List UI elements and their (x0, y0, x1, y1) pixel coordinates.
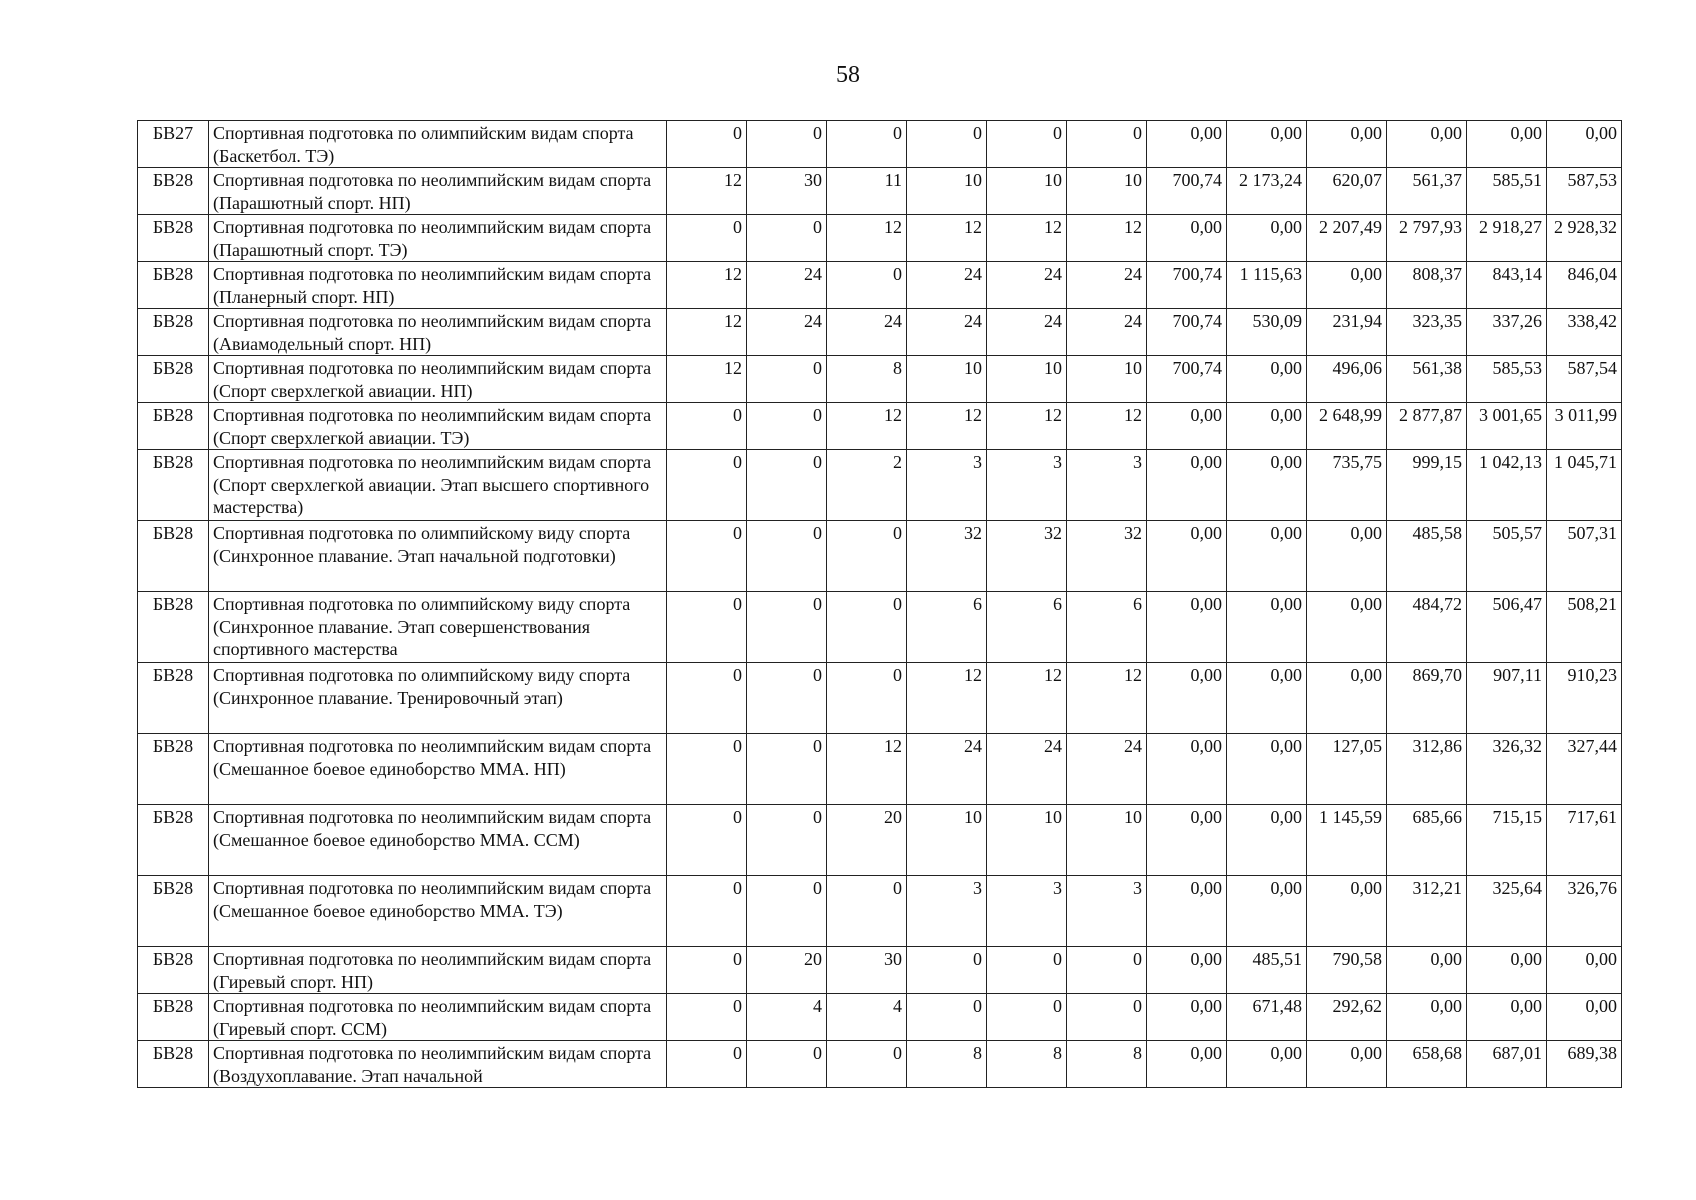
row-value: 2 648,99 (1307, 403, 1387, 450)
row-value: 12 (987, 215, 1067, 262)
row-value: 10 (987, 805, 1067, 876)
row-value: 10 (1067, 168, 1147, 215)
row-value: 24 (907, 734, 987, 805)
row-value: 0,00 (1147, 450, 1227, 521)
row-value: 0 (987, 994, 1067, 1041)
row-description: Спортивная подготовка по олимпийскому виду спорта (Синхронное плавание. Этап начальной подготовки) (209, 521, 667, 592)
row-value: 12 (907, 663, 987, 734)
row-value: 485,58 (1387, 521, 1467, 592)
row-value: 0 (907, 994, 987, 1041)
row-value: 10 (987, 168, 1067, 215)
row-code: БВ28 (138, 262, 209, 309)
row-description: Спортивная подготовка по неолимпийским видам спорта (Смешанное боевое единоборство ММА. ТЭ) (209, 876, 667, 947)
row-value: 24 (907, 309, 987, 356)
row-value: 0,00 (1147, 215, 1227, 262)
row-value: 323,35 (1387, 309, 1467, 356)
row-value: 0 (747, 805, 827, 876)
row-value: 0,00 (1227, 450, 1307, 521)
row-value: 0,00 (1147, 947, 1227, 994)
row-value: 0 (827, 521, 907, 592)
row-value: 32 (907, 521, 987, 592)
row-value: 12 (827, 734, 907, 805)
row-value: 2 918,27 (1467, 215, 1547, 262)
row-value: 2 928,32 (1547, 215, 1622, 262)
row-value: 20 (747, 947, 827, 994)
row-value: 869,70 (1387, 663, 1467, 734)
row-description: Спортивная подготовка по олимпийскому виду спорта (Синхронное плавание. Этап совершенствования спортивного мастерства (209, 592, 667, 663)
row-value: 0 (827, 876, 907, 947)
row-value: 30 (827, 947, 907, 994)
row-value: 8 (907, 1041, 987, 1088)
row-value: 506,47 (1467, 592, 1547, 663)
row-value: 0 (747, 521, 827, 592)
row-value: 4 (747, 994, 827, 1041)
row-code: БВ28 (138, 592, 209, 663)
row-value: 0 (827, 663, 907, 734)
row-value: 0 (987, 121, 1067, 168)
row-value: 0,00 (1467, 994, 1547, 1041)
row-value: 3 (987, 876, 1067, 947)
row-value: 0,00 (1227, 215, 1307, 262)
row-code: БВ28 (138, 663, 209, 734)
row-value: 10 (907, 168, 987, 215)
row-value: 326,76 (1547, 876, 1622, 947)
row-value: 0,00 (1387, 121, 1467, 168)
row-description: Спортивная подготовка по неолимпийским видам спорта (Гиревый спорт. НП) (209, 947, 667, 994)
table-row (138, 403, 1622, 450)
table-row (138, 805, 1622, 876)
table-body (138, 121, 1622, 1088)
row-value: 327,44 (1547, 734, 1622, 805)
row-value: 12 (827, 215, 907, 262)
table-row (138, 1041, 1622, 1088)
row-value: 0,00 (1227, 1041, 1307, 1088)
row-value: 0,00 (1227, 592, 1307, 663)
row-value: 0 (747, 876, 827, 947)
row-value: 12 (987, 663, 1067, 734)
row-value: 0,00 (1547, 947, 1622, 994)
row-value: 0,00 (1227, 734, 1307, 805)
row-value: 687,01 (1467, 1041, 1547, 1088)
row-value: 12 (987, 403, 1067, 450)
row-value: 8 (827, 356, 907, 403)
row-code: БВ27 (138, 121, 209, 168)
row-value: 292,62 (1307, 994, 1387, 1041)
row-value: 658,68 (1387, 1041, 1467, 1088)
row-value: 12 (1067, 663, 1147, 734)
row-description: Спортивная подготовка по олимпийским видам спорта (Баскетбол. ТЭ) (209, 121, 667, 168)
row-value: 12 (667, 262, 747, 309)
row-description: Спортивная подготовка по олимпийскому виду спорта (Синхронное плавание. Тренировочный этап) (209, 663, 667, 734)
row-value: 0,00 (1467, 947, 1547, 994)
row-value: 0 (747, 121, 827, 168)
row-value: 0,00 (1227, 356, 1307, 403)
row-value: 0 (747, 1041, 827, 1088)
table-row (138, 121, 1622, 168)
row-value: 0 (747, 403, 827, 450)
row-value: 0,00 (1147, 592, 1227, 663)
row-value: 2 173,24 (1227, 168, 1307, 215)
row-value: 0 (1067, 994, 1147, 1041)
row-code: БВ28 (138, 450, 209, 521)
table-row (138, 168, 1622, 215)
row-code: БВ28 (138, 215, 209, 262)
table-row (138, 356, 1622, 403)
row-value: 0,00 (1467, 121, 1547, 168)
row-value: 32 (987, 521, 1067, 592)
row-value: 0,00 (1387, 994, 1467, 1041)
row-value: 24 (747, 309, 827, 356)
row-value: 0,00 (1387, 947, 1467, 994)
row-value: 8 (1067, 1041, 1147, 1088)
row-value: 0,00 (1227, 805, 1307, 876)
row-value: 231,94 (1307, 309, 1387, 356)
row-value: 0 (667, 592, 747, 663)
row-value: 620,07 (1307, 168, 1387, 215)
row-value: 0,00 (1147, 1041, 1227, 1088)
row-code: БВ28 (138, 994, 209, 1041)
row-value: 11 (827, 168, 907, 215)
row-value: 907,11 (1467, 663, 1547, 734)
row-code: БВ28 (138, 356, 209, 403)
row-value: 1 042,13 (1467, 450, 1547, 521)
row-value: 0,00 (1307, 592, 1387, 663)
row-value: 0 (907, 121, 987, 168)
row-value: 32 (1067, 521, 1147, 592)
row-value: 484,72 (1387, 592, 1467, 663)
row-description: Спортивная подготовка по неолимпийским видам спорта (Планерный спорт. НП) (209, 262, 667, 309)
table-row (138, 309, 1622, 356)
table-row (138, 450, 1622, 521)
row-value: 0 (667, 947, 747, 994)
row-value: 0 (667, 215, 747, 262)
row-value: 508,21 (1547, 592, 1622, 663)
row-value: 338,42 (1547, 309, 1622, 356)
row-value: 585,51 (1467, 168, 1547, 215)
row-value: 0,00 (1227, 876, 1307, 947)
table-row (138, 663, 1622, 734)
row-description: Спортивная подготовка по неолимпийским видам спорта (Спорт сверхлегкой авиации. Этап высшего спортивного мастерства) (209, 450, 667, 521)
row-value: 0 (747, 450, 827, 521)
row-value: 6 (907, 592, 987, 663)
row-value: 3 (1067, 450, 1147, 521)
row-value: 2 797,93 (1387, 215, 1467, 262)
row-value: 10 (1067, 356, 1147, 403)
row-value: 0 (667, 1041, 747, 1088)
row-code: БВ28 (138, 168, 209, 215)
row-value: 6 (987, 592, 1067, 663)
row-value: 0,00 (1147, 121, 1227, 168)
row-description: Спортивная подготовка по неолимпийским видам спорта (Парашютный спорт. НП) (209, 168, 667, 215)
row-value: 24 (907, 262, 987, 309)
row-value: 3 001,65 (1467, 403, 1547, 450)
row-value: 1 045,71 (1547, 450, 1622, 521)
table-row (138, 994, 1622, 1041)
row-value: 587,53 (1547, 168, 1622, 215)
row-description: Спортивная подготовка по неолимпийским видам спорта (Спорт сверхлегкой авиации. НП) (209, 356, 667, 403)
row-value: 700,74 (1147, 356, 1227, 403)
row-value: 24 (827, 309, 907, 356)
row-description: Спортивная подготовка по неолимпийским видам спорта (Авиамодельный спорт. НП) (209, 309, 667, 356)
row-value: 735,75 (1307, 450, 1387, 521)
row-value: 0,00 (1227, 663, 1307, 734)
row-value: 10 (1067, 805, 1147, 876)
row-code: БВ28 (138, 521, 209, 592)
row-value: 561,38 (1387, 356, 1467, 403)
budget-table (137, 120, 1622, 1088)
row-value: 1 145,59 (1307, 805, 1387, 876)
row-value: 0 (747, 734, 827, 805)
row-value: 717,61 (1547, 805, 1622, 876)
row-value: 0 (827, 262, 907, 309)
row-value: 0,00 (1307, 521, 1387, 592)
row-value: 0 (827, 592, 907, 663)
row-value: 3 (987, 450, 1067, 521)
row-value: 24 (987, 734, 1067, 805)
row-value: 8 (987, 1041, 1067, 1088)
table-row (138, 947, 1622, 994)
row-value: 24 (1067, 309, 1147, 356)
table-row (138, 876, 1622, 947)
row-value: 700,74 (1147, 168, 1227, 215)
row-value: 2 877,87 (1387, 403, 1467, 450)
row-value: 0,00 (1147, 734, 1227, 805)
row-value: 790,58 (1307, 947, 1387, 994)
row-value: 0,00 (1307, 262, 1387, 309)
row-value: 910,23 (1547, 663, 1622, 734)
row-value: 20 (827, 805, 907, 876)
row-value: 12 (907, 403, 987, 450)
row-value: 0 (667, 994, 747, 1041)
row-value: 0,00 (1147, 403, 1227, 450)
row-value: 0,00 (1227, 403, 1307, 450)
row-value: 24 (1067, 262, 1147, 309)
row-value: 585,53 (1467, 356, 1547, 403)
row-value: 0 (987, 947, 1067, 994)
row-value: 3 (1067, 876, 1147, 947)
row-value: 10 (987, 356, 1067, 403)
row-value: 715,15 (1467, 805, 1547, 876)
row-value: 0,00 (1307, 121, 1387, 168)
row-code: БВ28 (138, 734, 209, 805)
row-code: БВ28 (138, 403, 209, 450)
row-value: 685,66 (1387, 805, 1467, 876)
row-value: 0,00 (1147, 663, 1227, 734)
row-value: 0,00 (1547, 994, 1622, 1041)
table-row (138, 734, 1622, 805)
row-value: 505,57 (1467, 521, 1547, 592)
row-value: 0,00 (1307, 876, 1387, 947)
table-row (138, 592, 1622, 663)
row-value: 0,00 (1307, 663, 1387, 734)
row-value: 0,00 (1227, 121, 1307, 168)
row-value: 0 (1067, 121, 1147, 168)
row-value: 10 (907, 356, 987, 403)
row-value: 12 (1067, 215, 1147, 262)
row-value: 24 (987, 309, 1067, 356)
row-code: БВ28 (138, 805, 209, 876)
row-value: 0 (1067, 947, 1147, 994)
row-value: 10 (907, 805, 987, 876)
row-description: Спортивная подготовка по неолимпийским видам спорта (Смешанное боевое единоборство ММА. НП) (209, 734, 667, 805)
row-code: БВ28 (138, 309, 209, 356)
row-value: 0,00 (1147, 876, 1227, 947)
row-value: 507,31 (1547, 521, 1622, 592)
row-description: Спортивная подготовка по неолимпийским видам спорта (Гиревый спорт. ССМ) (209, 994, 667, 1041)
row-value: 0 (827, 121, 907, 168)
row-value: 6 (1067, 592, 1147, 663)
row-value: 12 (827, 403, 907, 450)
row-value: 530,09 (1227, 309, 1307, 356)
row-value: 4 (827, 994, 907, 1041)
row-value: 0 (667, 805, 747, 876)
row-value: 24 (1067, 734, 1147, 805)
row-value: 1 115,63 (1227, 262, 1307, 309)
row-value: 0,00 (1147, 805, 1227, 876)
row-value: 0 (667, 403, 747, 450)
row-value: 561,37 (1387, 168, 1467, 215)
row-value: 24 (747, 262, 827, 309)
row-value: 0 (747, 215, 827, 262)
row-value: 12 (667, 309, 747, 356)
row-value: 0,00 (1147, 994, 1227, 1041)
row-value: 30 (747, 168, 827, 215)
row-value: 485,51 (1227, 947, 1307, 994)
row-value: 808,37 (1387, 262, 1467, 309)
row-value: 12 (1067, 403, 1147, 450)
row-value: 0,00 (1307, 1041, 1387, 1088)
row-value: 12 (907, 215, 987, 262)
row-value: 2 207,49 (1307, 215, 1387, 262)
row-value: 689,38 (1547, 1041, 1622, 1088)
row-value: 3 (907, 876, 987, 947)
row-value: 0 (907, 947, 987, 994)
row-value: 312,86 (1387, 734, 1467, 805)
row-value: 587,54 (1547, 356, 1622, 403)
row-value: 671,48 (1227, 994, 1307, 1041)
row-value: 326,32 (1467, 734, 1547, 805)
row-value: 843,14 (1467, 262, 1547, 309)
row-value: 700,74 (1147, 309, 1227, 356)
row-description: Спортивная подготовка по неолимпийским видам спорта (Спорт сверхлегкой авиации. ТЭ) (209, 403, 667, 450)
row-value: 24 (987, 262, 1067, 309)
row-value: 0 (667, 450, 747, 521)
row-description: Спортивная подготовка по неолимпийским видам спорта (Парашютный спорт. ТЭ) (209, 215, 667, 262)
row-value: 2 (827, 450, 907, 521)
row-value: 0,00 (1147, 521, 1227, 592)
row-description: Спортивная подготовка по неолимпийским видам спорта (Воздухоплавание. Этап начальной (209, 1041, 667, 1088)
row-value: 0,00 (1547, 121, 1622, 168)
row-value: 337,26 (1467, 309, 1547, 356)
row-code: БВ28 (138, 947, 209, 994)
row-value: 700,74 (1147, 262, 1227, 309)
row-description: Спортивная подготовка по неолимпийским видам спорта (Смешанное боевое единоборство ММА. ССМ) (209, 805, 667, 876)
row-value: 12 (667, 168, 747, 215)
row-value: 0 (667, 121, 747, 168)
row-value: 0 (667, 521, 747, 592)
row-value: 846,04 (1547, 262, 1622, 309)
row-value: 496,06 (1307, 356, 1387, 403)
row-value: 3 (907, 450, 987, 521)
row-value: 0 (667, 663, 747, 734)
row-value: 0 (827, 1041, 907, 1088)
row-value: 0 (747, 356, 827, 403)
row-value: 0 (747, 663, 827, 734)
page-number: 58 (836, 62, 860, 88)
row-code: БВ28 (138, 876, 209, 947)
row-value: 3 011,99 (1547, 403, 1622, 450)
row-code: БВ28 (138, 1041, 209, 1088)
row-value: 0 (667, 734, 747, 805)
row-value: 312,21 (1387, 876, 1467, 947)
row-value: 0 (667, 876, 747, 947)
row-value: 0 (747, 592, 827, 663)
row-value: 0,00 (1227, 521, 1307, 592)
table-row (138, 215, 1622, 262)
row-value: 999,15 (1387, 450, 1467, 521)
row-value: 325,64 (1467, 876, 1547, 947)
table-row (138, 521, 1622, 592)
table-row (138, 262, 1622, 309)
row-value: 12 (667, 356, 747, 403)
row-value: 127,05 (1307, 734, 1387, 805)
